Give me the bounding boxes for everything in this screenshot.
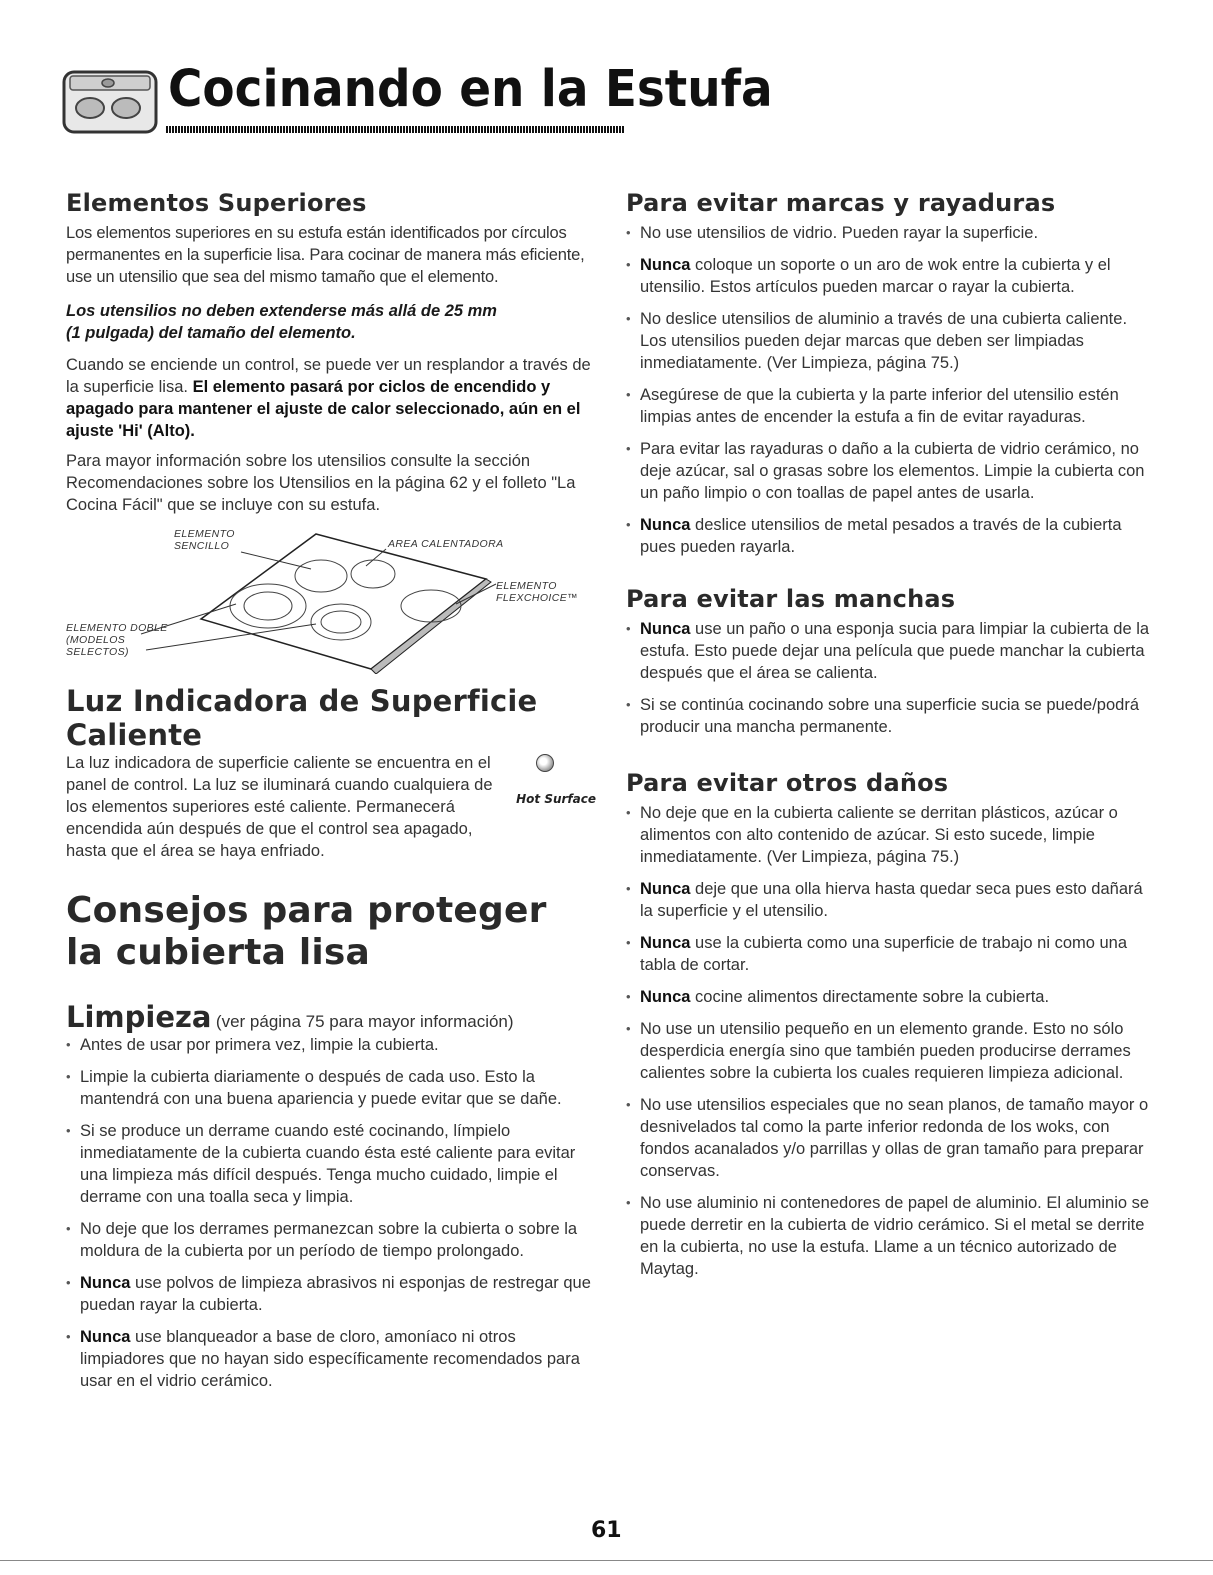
list-item-text: No use utensilios de vidrio. Pueden rayar la superficie. bbox=[640, 224, 1039, 242]
heading-luz-indicadora: Luz Indicadora de Superficie Caliente bbox=[66, 684, 538, 752]
limpieza-heading-row bbox=[66, 1000, 596, 1034]
nunca-lead: Nunca bbox=[80, 1274, 131, 1292]
label-elemento-flexchoice: ELEMENTO FLEXCHOICE™ bbox=[496, 580, 578, 604]
list-item-text: use un paño o una esponja sucia para limpiar la cubierta de la estufa. Esto puede dejar una película que puede manchar la cubierta después que el área se calienta. bbox=[640, 620, 1150, 682]
list-item-text: Limpie la cubierta diariamente o después de cada uso. Esto la mantendrá con una buena apariencia y puede evitar que se dañe. bbox=[80, 1068, 562, 1108]
hot-surface-light-icon bbox=[536, 754, 554, 772]
list-item-text: Si se continúa cocinando sobre una superficie sucia se puede/podrá producir una mancha permanente. bbox=[640, 696, 1139, 736]
heading-elementos: Elementos Superiores bbox=[66, 189, 367, 217]
list-item bbox=[626, 222, 1156, 244]
list-item-text: No use aluminio ni contenedores de papel de aluminio. El aluminio se puede derretir en la cubierta de vidrio cerámico. Si el metal se derrite en la cubierta, no use la estufa. Llame a un técnico autorizado de Maytag. bbox=[640, 1194, 1150, 1278]
elementos-warning-line-2: (1 pulgada) del tamaño del elemento. bbox=[66, 324, 356, 342]
page-number: 61 bbox=[591, 1518, 622, 1543]
list-item-text: No deje que los derrames permanezcan sobre la cubierta o sobre la moldura de la cubierta por un período de tiempo prolongado. bbox=[80, 1220, 578, 1260]
elementos-paragraph-2 bbox=[66, 354, 596, 442]
list-item bbox=[66, 1326, 596, 1392]
label-elemento-sencillo: ELEMENTO SENCILLO bbox=[174, 528, 235, 552]
label-area-calentadora: AREA CALENTADORA bbox=[388, 538, 504, 550]
heading-marcas: Para evitar marcas y rayaduras bbox=[626, 189, 1056, 217]
title-underline bbox=[166, 126, 624, 133]
elementos-paragraph-1: Los elementos superiores en su estufa están identificados por círculos permanentes en la superficie lisa. Para cocinar de manera más eficiente, use un utensilio que sea del mismo tamaño que el elemento. bbox=[66, 224, 585, 286]
luz-section bbox=[66, 752, 596, 862]
hot-surface-label: Hot Surface bbox=[516, 792, 596, 806]
nunca-lead: Nunca bbox=[640, 620, 691, 638]
list-item bbox=[626, 1094, 1156, 1182]
nunca-lead: Nunca bbox=[640, 988, 691, 1006]
list-item bbox=[626, 694, 1156, 738]
label-elemento-doble: ELEMENTO DOBLE (MODELOS SELECTOS) bbox=[66, 622, 168, 658]
cooktop-icon bbox=[60, 66, 160, 136]
danos-list bbox=[626, 802, 1156, 1280]
left-column bbox=[66, 188, 596, 1402]
elementos-paragraph-3: Para mayor información sobre los utensilios consulte la sección Recomendaciones sobre los Utensilios en la página 62 y el folleto "La Cocina Fácil" que se incluye con su estufa. bbox=[66, 452, 576, 514]
list-item bbox=[626, 932, 1156, 976]
elementos-p2-text: Cuando se enciende un control, se puede ver un resplandor a través de la superficie lisa. bbox=[66, 356, 591, 396]
list-item-text: use blanqueador a base de cloro, amoníaco ni otros limpiadores que no hayan sido específicamente recomendados para usar en el vidrio cerámico. bbox=[80, 1328, 580, 1390]
list-item bbox=[626, 254, 1156, 298]
bottom-rule bbox=[0, 1560, 1213, 1561]
heading-danos: Para evitar otros daños bbox=[626, 769, 949, 797]
cooktop-diagram bbox=[66, 524, 586, 674]
list-item bbox=[626, 986, 1156, 1008]
list-item bbox=[626, 618, 1156, 684]
nunca-lead: Nunca bbox=[640, 516, 691, 534]
page-header bbox=[58, 54, 773, 144]
list-item bbox=[66, 1218, 596, 1262]
luz-paragraph: La luz indicadora de superficie caliente se encuentra en el panel de control. La luz se iluminará cuando cualquiera de los elementos superiores esté caliente. Permanecerá encendida aún después de que el control sea apagado, hasta que el área se haya enfriado. bbox=[66, 754, 493, 860]
list-item-text: cocine alimentos directamente sobre la cubierta. bbox=[690, 988, 1050, 1006]
list-item bbox=[626, 384, 1156, 428]
limpieza-list bbox=[66, 1034, 596, 1392]
list-item-text: Asegúrese de que la cubierta y la parte inferior del utensilio estén limpias antes de encender la estufa a fin de evitar rayaduras. bbox=[640, 386, 1119, 426]
list-item bbox=[626, 878, 1156, 922]
list-item bbox=[66, 1034, 596, 1056]
list-item-text: Antes de usar por primera vez, limpie la cubierta. bbox=[80, 1036, 439, 1054]
list-item-text: use la cubierta como una superficie de trabajo ni como una tabla de cortar. bbox=[640, 934, 1128, 974]
list-item-text: Si se produce un derrame cuando esté cocinando, límpielo inmediatamente de la cubierta cuando ésta esté caliente para evitar una limpieza más difícil después. Tenga mucho cuidado, limpie el derrame con una toalla seca y limpia. bbox=[80, 1122, 576, 1206]
list-item-text: deje que una olla hierva hasta quedar seca pues esto dañará la superficie y el utensilio. bbox=[640, 880, 1143, 920]
list-item bbox=[626, 1192, 1156, 1280]
marcas-list bbox=[626, 222, 1156, 558]
nunca-lead: Nunca bbox=[80, 1328, 131, 1346]
list-item bbox=[626, 308, 1156, 374]
list-item bbox=[626, 438, 1156, 504]
heading-limpieza: Limpieza bbox=[66, 1000, 212, 1034]
manchas-list bbox=[626, 618, 1156, 738]
list-item bbox=[626, 514, 1156, 558]
page-title: Cocinando en la Estufa bbox=[168, 60, 773, 119]
list-item bbox=[66, 1120, 596, 1208]
limpieza-note: (ver página 75 para mayor información) bbox=[215, 1012, 514, 1031]
nunca-lead: Nunca bbox=[640, 880, 691, 898]
list-item bbox=[626, 802, 1156, 868]
list-item-text: No deje que en la cubierta caliente se derritan plásticos, azúcar o alimentos con alto contenido de azúcar. Si esto sucede, limpie inmediatamente. (Ver Limpieza, página 75.) bbox=[640, 804, 1118, 866]
list-item bbox=[66, 1272, 596, 1316]
list-item-text: coloque un soporte o un aro de wok entre la cubierta y el utensilio. Estos artículos pueden marcar o rayar la cubierta. bbox=[640, 256, 1111, 296]
nunca-lead: Nunca bbox=[640, 934, 691, 952]
heading-manchas: Para evitar las manchas bbox=[626, 585, 956, 613]
elementos-warning-line-1: Los utensilios no deben extenderse más allá de 25 mm bbox=[66, 302, 497, 320]
right-column bbox=[626, 188, 1156, 1290]
heading-consejos: Consejos para proteger la cubierta lisa bbox=[66, 890, 547, 973]
list-item-text: No deslice utensilios de aluminio a través de una cubierta caliente. Los utensilios pueden dejar marcas que deben ser limpiadas inmediatamente. (Ver Limpieza, página 75.) bbox=[640, 310, 1128, 372]
list-item bbox=[626, 1018, 1156, 1084]
list-item-text: Para evitar las rayaduras o daño a la cubierta de vidrio cerámico, no deje azúcar, sal o grasas sobre los elementos. Limpie la cubierta con un paño limpio o con toallas de papel antes de usarla. bbox=[640, 440, 1145, 502]
list-item bbox=[66, 1066, 596, 1110]
nunca-lead: Nunca bbox=[640, 256, 691, 274]
list-item-text: use polvos de limpieza abrasivos ni esponjas de restregar que puedan rayar la cubierta. bbox=[80, 1274, 591, 1314]
list-item-text: deslice utensilios de metal pesados a través de la cubierta pues pueden rayarla. bbox=[640, 516, 1122, 556]
list-item-text: No use un utensilio pequeño en un elemento grande. Esto no sólo desperdicia energía sino que también pueden producirse derrames calientes sobre la cubierta los cuales requieren limpieza adicional. bbox=[640, 1020, 1131, 1082]
elementos-p2-bold: El elemento pasará por ciclos de encendido y apagado para mantener el ajuste de calor seleccionado, aún en el ajuste 'Hi' (Alto). bbox=[66, 378, 581, 440]
list-item-text: No use utensilios especiales que no sean planos, de tamaño mayor o desnivelados tal como la parte inferior redonda de los woks, con fondos acanalados y/o parrillas y ollas de gran tamaño para preparar conservas. bbox=[640, 1096, 1149, 1180]
